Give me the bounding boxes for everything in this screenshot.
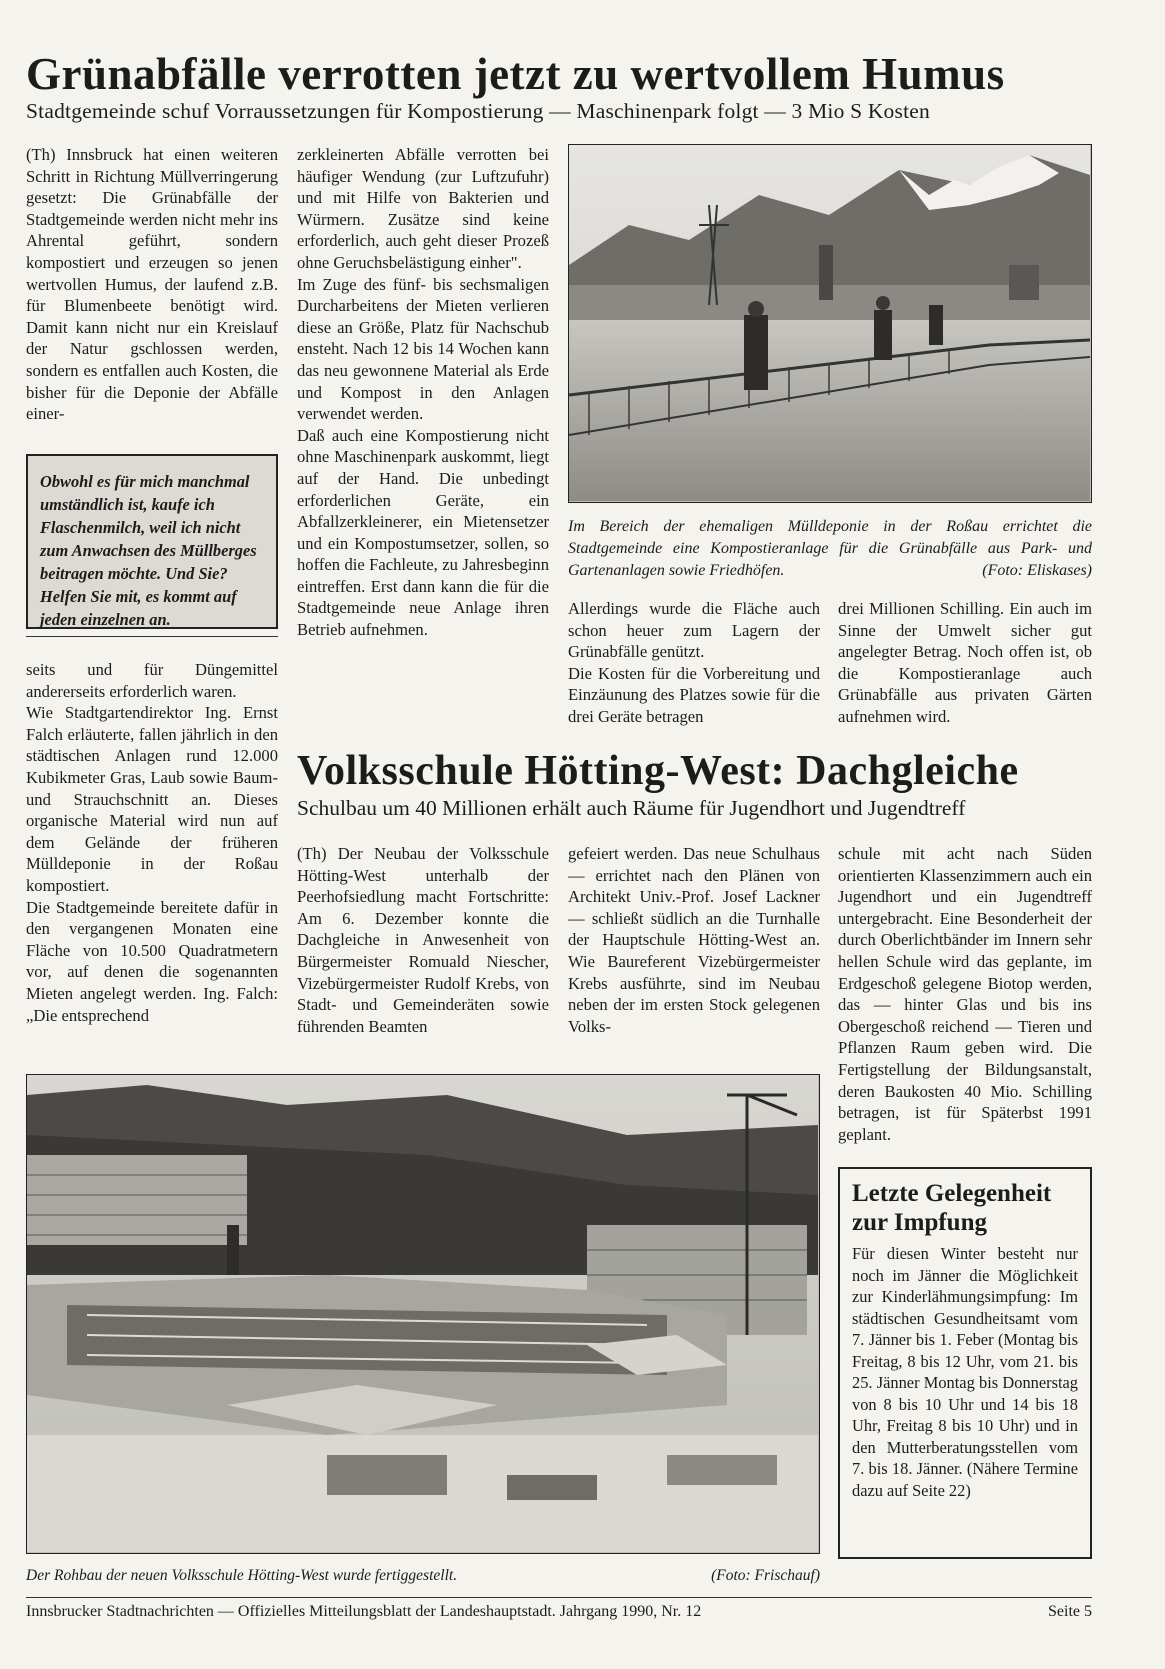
caption-text: Im Bereich der ehemaligen Mülldeponie in der Roßau errichtet die Stadtgemeinde eine Kompostieranlage für die Grünabfälle aus Park- und Gartenanlagen sowie Friedhöfen. xyxy=(568,518,1092,579)
article-column-2 xyxy=(297,144,549,641)
paragraph: gefeiert werden. Das neue Schulhaus — errichtet nach den Plänen von Architekt Univ.-Prof. Josef Lackner — schließt südlich an die Turnhalle der Hauptschule Hötting-West an. Wie Baureferent Vizebürgermeister Krebs ausführte, sind im Neubau neben der im ersten Stock gelegenen Volks- xyxy=(568,844,820,1036)
quote-box xyxy=(26,454,278,629)
paragraph: (Th) Innsbruck hat einen weiteren Schritt in Richtung Müllverringerung gesetzt: Die Grünabfälle der Stadtgemeinde werden nicht mehr ins Ahrental geführt, sondern kompostiert und erzeugen so jenen wertvollen Humus, der laufend z.B. für Blumenbeete benötigt wird. Damit kann nicht nur ein Kreislauf der Natur gschlossen werden, sondern es entfallen auch Kosten, die bisher für die Deponie der Abfälle einer- xyxy=(26,145,278,424)
paragraph: Wie Stadtgartendirektor Ing. Ernst Falch erläuterte, fallen jährlich in den städtischen Anlagen rund 12.000 Kubikmeter Gras, Laub sowie Baum- und Strauchschnitt an. Dieses organische Material wird nun auf dem Gelände der früheren Mülldeponie in der Roßau kompostiert. xyxy=(26,703,278,895)
article-subheadline-2: Schulbau um 40 Millionen erhält auch Räume für Jugendhort und Jugendtreff xyxy=(297,796,966,820)
paragraph: zerkleinerten Abfälle verrotten bei häufiger Wendung (zur Luftzufuhr) und mit Hilfe von Bakterien und Würmern. Zusätze sind keine erforderlich, auch geht dieser Prozeß ohne Geruchsbelästigung einher". xyxy=(297,145,549,272)
school-construction-image xyxy=(27,1075,818,1552)
caption-text: Der Rohbau der neuen Volksschule Hötting-West wurde fertiggestellt. xyxy=(26,1567,458,1584)
infobox-title: Letzte Gelegenheit zur Impfung xyxy=(852,1180,1052,1236)
article-column-3 xyxy=(568,598,820,728)
article2-column-3 xyxy=(838,843,1092,1145)
paragraph: seits und für Düngemittel andererseits erforderlich waren. xyxy=(26,660,278,701)
school-construction-photo xyxy=(26,1074,820,1554)
article-headline: Grünabfälle verrotten jetzt zu wertvollem Humus xyxy=(26,49,1005,99)
vaccination-info-box xyxy=(838,1167,1092,1559)
article2-column-2 xyxy=(568,843,820,1037)
paragraph: Die Kosten für die Vorbereitung und Einzäunung des Platzes sowie für die drei Geräte betragen xyxy=(568,663,820,726)
article-column-1-bottom xyxy=(26,659,278,1026)
infobox-body: Für diesen Winter besteht nur noch im Jänner die Möglichkeit zur Kinderlähmungsimpfung: Im städtischen Gesundheitsamt vom 7. Jänner bis 1. Feber (Montag bis Freitag, 8 bis 12 Uhr, vom 21. bis 25. Jänner Montag bis Donnerstag von 8 bis 10 Uhr und 14 bis 18 Uhr, Freitag 8 bis 10 Uhr) und in den Mutterberatungsstellen vom 7. bis 18. Jänner. (Nähere Termine dazu auf Seite 22) xyxy=(852,1244,1078,1500)
paragraph: schule mit acht nach Süden orientierten Klassenzimmern auch ein Jugendhort und ein Jugendtreff untergebracht. Eine Besonderheit der durch Oberlichtbänder im Innern sehr hellen Schule wird das geplante, im Erdgeschoß gelegene Biotop werden, das — hinter Glas und bis ins Obergeschoß reichend — Tieren und Pflanzen Raum geben wird. Die Fertigstellung der Bildungsanstalt, deren Baukosten 40 Mio. Schilling betragen, ist für Späterbst 1991 geplant. xyxy=(838,844,1092,1144)
compost-site-photo xyxy=(568,144,1092,503)
photo-credit: (Foto: Eliskases) xyxy=(982,562,1092,579)
paragraph: Im Zuge des fünf- bis sechsmaligen Durcharbeitens der Mieten verlieren diese an Größe, Platz für Nachschub ensteht. Nach 12 bis 14 Wochen kann das neu gewonnene Material als Erde und Kompost in den Anlagen verwendet werden. xyxy=(297,274,549,424)
page-number: Seite 5 xyxy=(1048,1603,1092,1620)
paragraph: Allerdings wurde die Fläche auch schon heuer zum Lagern der Grünabfälle genützt. xyxy=(568,599,820,662)
photo-caption xyxy=(568,516,1092,582)
paragraph: (Th) Der Neubau der Volksschule Hötting-West unterhalb der Peerhofsiedlung macht Fortschritte: Am 6. Dezember konnte die Dachgleiche in Anwesenheit von Bürgermeister Romuald Niescher, Vizebürgermeister Rudolf Krebs, von Stadt- und Gemeinderäten sowie führenden Beamten xyxy=(297,844,549,1036)
paragraph: Daß auch eine Kompostierung nicht ohne Maschinenpark auskommt, liegt auf der Hand. Die unbedingt erforderlichen Geräte, ein Abfallzerkleinerer, ein Mietensetzer und ein Kompostumsetzer, sollen, so hoffen die Fachleute, zu Jahresbeginn eintreffen. Erst dann kann die für die Stadtgemeinde neue Anlage ihren Betrieb aufnehmen. xyxy=(297,425,549,640)
photo-credit: (Foto: Frischauf) xyxy=(711,1567,820,1584)
compost-site-image xyxy=(569,145,1090,501)
article2-column-1 xyxy=(297,843,549,1037)
paragraph: drei Millionen Schilling. Ein auch im Sinne der Umwelt sicher gut angelegter Betrag. Noch offen ist, ob die Kompostieranlage auch Grünabfälle aus privaten Gärten aufnehmen wird. xyxy=(838,599,1092,726)
photo-caption-2 xyxy=(26,1565,820,1587)
quote-text: Obwohl es für mich manchmal umständlich ist, kaufe ich Flaschenmilch, weil ich nicht zum Anwachsen des Müllberges beitragen möchte. Und Sie? Helfen Sie mit, es kommt auf jeden einzelnen an. xyxy=(40,472,257,629)
article-headline-2: Volksschule Hötting-West: Dachgleiche xyxy=(297,748,1019,794)
paragraph: Die Stadtgemeinde bereitete dafür in den vergangenen Monaten eine Fläche von 10.500 Quadratmetern vor, auf denen die sogenannten Mieten angelegt werden. Ing. Falch: „Die entsprechend xyxy=(26,897,278,1025)
article-subheadline: Stadtgemeinde schuf Vorraussetzungen für Kompostierung — Maschinenpark folgt — 3 Mio S Kosten xyxy=(26,99,930,123)
footer-divider xyxy=(26,1597,1092,1598)
footer-publication: Innsbrucker Stadtnachrichten — Offizielles Mitteilungsblatt der Landeshauptstadt. Jahrgang 1990, Nr. 12 xyxy=(26,1603,702,1620)
article-column-4 xyxy=(838,598,1092,728)
divider xyxy=(26,636,278,637)
article-column-1-top xyxy=(26,144,278,425)
